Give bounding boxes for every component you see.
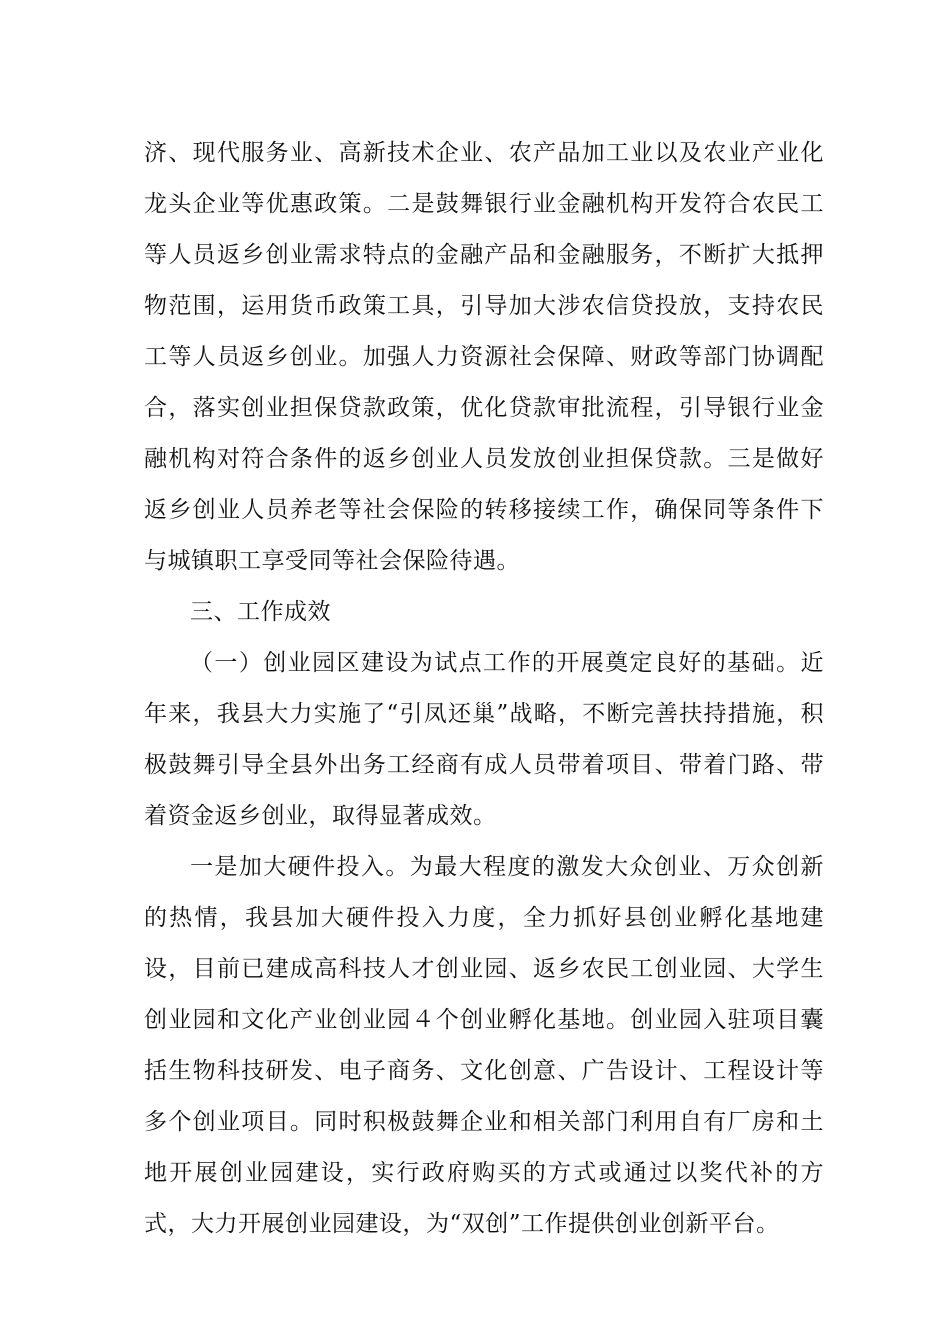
section-heading-work-results: 三、工作成效 (190, 599, 331, 625)
paragraph-park-construction: （一）创业园区建设为试点工作的开展奠定良好的基础。近年来，我县大力实施了“引凤还巢”战略，不断完善扶持措施，积极鼓舞引导全县外出务工经商有成人员带着项目、带着门路、带着资金返乡创业，取得显著成效。 (144, 650, 824, 829)
document-body (144, 128, 824, 1250)
paragraph-policy-continued: 济、现代服务业、高新技术企业、农产品加工业以及农业产业化龙头企业等优惠政策。二是鼓舞银行业金融机构开发符合农民工等人员返乡创业需求特点的金融产品和金融服务，不断扩大抵押物范围，运用货币政策工具，引导加大涉农信贷投放，支持农民工等人员返乡创业。加强人力资源社会保障、财政等部门协调配合，落实创业担保贷款政策，优化贷款审批流程，引导银行业金融机构对符合条件的返乡创业人员发放创业担保贷款。三是做好返乡创业人员养老等社会保险的转移接续工作，确保同等条件下与城镇职工享受同等社会保险待遇。 (144, 140, 824, 574)
paragraph-hardware-investment: 一是加大硬件投入。为最大程度的激发大众创业、万众创新的热情，我县加大硬件投入力度，全力抓好县创业孵化基地建设，目前已建成高科技人才创业园、返乡农民工创业园、大学生创业园和文化产业创业园４个创业孵化基地。创业园入驻项目囊括生物科技研发、电子商务、文化创意、广告设计、工程设计等多个创业项目。同时积极鼓舞企业和相关部门利用自有厂房和土地开展创业园建设，实行政府购买的方式或通过以奖代补的方式，大力开展创业园建设，为“双创”工作提供创业创新平台。 (144, 854, 824, 1237)
